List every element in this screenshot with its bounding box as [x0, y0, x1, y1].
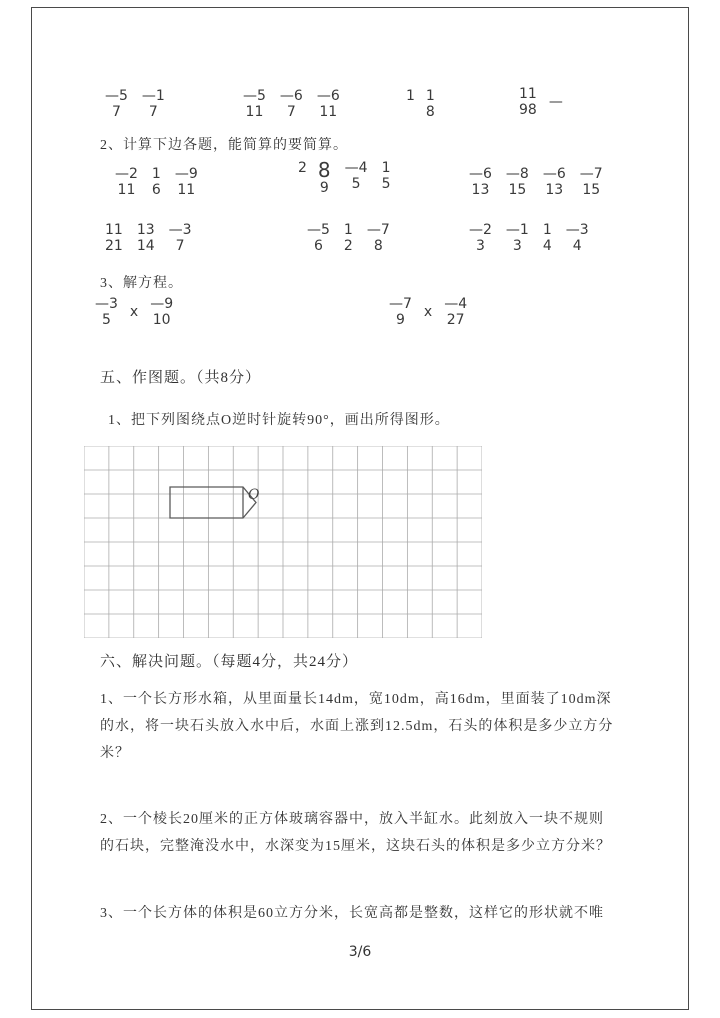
fraction: —9 10 — [150, 296, 174, 328]
arrow-shape — [170, 487, 256, 518]
operator: — — [548, 94, 563, 110]
section-five-heading: 五、作图题。（共8分） — [100, 370, 262, 386]
fraction: —2 3 — [469, 222, 492, 254]
fraction: —3 5 — [95, 296, 118, 328]
expression-r2c1 — [98, 222, 199, 254]
expression-r2c3 — [462, 222, 596, 254]
fraction: —5 7 — [105, 88, 128, 120]
operator: x — [129, 304, 139, 320]
problem-1-line: 米？ — [100, 746, 130, 761]
fraction: —6 13 — [542, 166, 566, 198]
question-2-label: 2、计算下边各题，能简算的要简算。 — [100, 138, 348, 153]
section-five-instruction: 1、把下列图绕点O逆时针旋转90°，画出所得图形。 — [108, 413, 450, 428]
fraction: —6 13 — [469, 166, 492, 198]
fraction: 1 5 — [381, 160, 391, 192]
fraction: —4 5 — [344, 160, 368, 192]
integer: 2 — [298, 160, 307, 176]
problem-3 — [100, 900, 640, 927]
fraction: —6 7 — [279, 88, 303, 120]
fraction: —5 11 — [243, 88, 266, 120]
fraction: —7 9 — [389, 296, 412, 328]
expression-top-2 — [236, 88, 347, 120]
fraction: 1 2 — [343, 222, 353, 254]
rotation-point-label: O — [248, 487, 260, 503]
problem-2-line: 的石块，完整淹没水中，水深变为15厘米，这块石头的体积是多少立方分米？ — [100, 839, 611, 854]
fraction: 11 98 — [519, 86, 537, 118]
fraction: —6 11 — [316, 88, 340, 120]
fraction: —1 3 — [505, 222, 529, 254]
expression-r2c2 — [300, 222, 397, 254]
fraction: —9 11 — [174, 166, 198, 198]
fraction: —3 7 — [168, 222, 192, 254]
expression-top-1 — [98, 88, 172, 120]
expression-eq2 — [382, 296, 474, 328]
expression-r1c3 — [462, 166, 610, 198]
integer: 1 — [406, 88, 415, 104]
problem-3-line: 3、一个长方体的体积是60立方分米，长宽高都是整数，这样它的形状就不唯 — [100, 906, 604, 921]
problem-1-line: 1、一个长方形水箱，从里面量长14dm，宽10dm，高16dm，里面装了10dm深 — [100, 692, 612, 707]
problem-2-line: 2、一个棱长20厘米的正方体玻璃容器中，放入半缸水。此刻放入一块不规则 — [100, 812, 604, 827]
expression-r1c2 — [294, 160, 398, 196]
fraction: 1 6 — [151, 166, 161, 198]
fraction: —1 7 — [141, 88, 165, 120]
fraction: 11 21 — [105, 222, 123, 254]
expression-top-4 — [512, 86, 568, 118]
fraction: 13 14 — [136, 222, 155, 254]
drawing-area — [84, 446, 482, 643]
operator: x — [423, 304, 433, 320]
problem-2 — [100, 806, 640, 860]
fraction: 8 9 — [317, 158, 331, 196]
problem-1-line: 的水，将一块石头放入水中后，水面上涨到12.5dm，石头的体积是多少立方分 — [100, 719, 614, 734]
expression-top-3 — [402, 88, 442, 120]
fraction: —7 8 — [366, 222, 390, 254]
fraction: —3 4 — [565, 222, 589, 254]
drawing-grid — [84, 446, 482, 638]
fraction: 1 4 — [542, 222, 552, 254]
fraction: 1 8 — [425, 88, 435, 120]
expression-eq1 — [88, 296, 180, 328]
question-3-label: 3、解方程。 — [100, 276, 183, 291]
fraction: —4 27 — [444, 296, 468, 328]
fraction: —7 15 — [579, 166, 603, 198]
expression-r1c1 — [108, 166, 205, 198]
fraction: —8 15 — [505, 166, 529, 198]
fraction: —5 6 — [307, 222, 330, 254]
problem-1 — [100, 686, 640, 767]
page-number: 3/6 — [348, 944, 372, 960]
fraction: —2 11 — [115, 166, 138, 198]
section-six-heading: 六、解决问题。（每题4分，共24分） — [100, 654, 359, 670]
